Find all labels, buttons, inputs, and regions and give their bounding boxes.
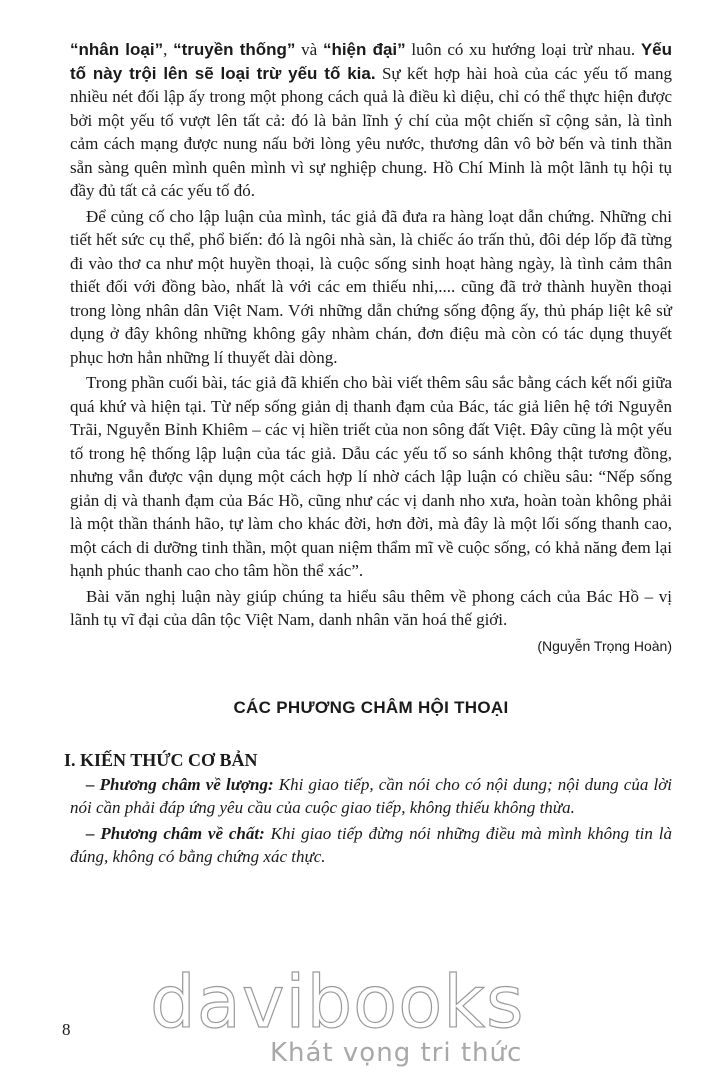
- paragraph-1: [70, 38, 672, 203]
- principle-quality: [70, 822, 672, 869]
- watermark-slogan: Khát vọng tri thức: [270, 1038, 523, 1068]
- quoted-term: “truyền thống”: [173, 40, 296, 59]
- text: và: [295, 40, 323, 59]
- principle-label: – Phương châm về chất:: [86, 823, 265, 843]
- principle-text: Khi giao tiếp, cần nói cho có nội dung; nội dung của lời nói cần phải đáp ứng yêu cầu của cuộc giao tiếp, không thiếu không thừa.: [70, 774, 672, 817]
- paragraph-3: Trong phần cuối bài, tác giả đã khiến cho bài viết thêm sâu sắc bằng cách kết nối giữa quá khứ và hiện tại. Từ nếp sống giản dị thanh đạm của Bác, tác giả liên hệ tới Nguyễn Trãi, Nguyễn Bỉnh Khiêm – các vị hiền triết của non sông đất Việt. Đây cũng là một yếu tố trong hệ thống lập luận của tác giả. Dẫu các yếu tố so sánh không thật tương đồng, nhưng vẫn được vận dụng một cách hợp lí nhờ cách lập luận có chiều sâu: “Nếp sống giản dị và thanh đạm của Bác Hồ, cũng như các vị danh nho xưa, hoàn toàn không phải là một thần thánh hão, tự làm cho khác đời, hơn đời, mà đây là một lối sống thanh cao, một cách di dưỡng tinh thần, một quan niệm thẩm mĩ về cuộc sống, có khả năng đem lại hạnh phúc thanh cao cho tâm hồn thể xác”.: [70, 373, 672, 580]
- principle-quantity: [70, 773, 672, 820]
- text: luôn có xu hướng loại trừ nhau.: [405, 40, 641, 59]
- chapter-heading: CÁC PHƯƠNG CHÂM HỘI THOẠI: [233, 697, 509, 717]
- quoted-term: “nhân loại”: [70, 40, 164, 59]
- quoted-term: “hiện đại”: [322, 40, 406, 59]
- author-attribution: (Nguyễn Trọng Hoàn): [537, 637, 672, 654]
- text: ,: [163, 40, 174, 59]
- paragraph-4: Bài văn nghị luận này giúp chúng ta hiểu sâu thêm về phong cách của Bác Hồ – vị lãnh tụ vĩ đại của dân tộc Việt Nam, danh nhân văn hoá thế giới.: [70, 586, 672, 629]
- page-content: [64, 38, 673, 869]
- text: Sự kết hợp hài hoà của các yếu tố mang nhiều nét đối lập ấy trong một phong cách quả là điều kì diệu, chỉ có thể thực hiện được bởi một yếu tố vượt lên tất cả: đó là bản lĩnh ý chí của một chiến sĩ cộng sản, là tình cảm cách mạng được nung nấu bởi lòng yêu nước, thương dân vô bờ bến và tinh thần sẵn sàng quên mình quên mình vì sự nghiệp chung. Hồ Chí Minh là một lãnh tụ hội tụ đầy đủ tất cả các yếu tố đó.: [70, 63, 672, 200]
- bold-sentence: Yếu tố này trội lên sẽ loại trừ yếu tố kia.: [70, 40, 673, 83]
- watermark-brand: davibooks: [150, 960, 525, 1044]
- principle-text: Khi giao tiếp đừng nói những điều mà mình không tin là đúng, không có bằng chứng xác thực.: [70, 823, 672, 866]
- page-number: 8: [62, 1020, 71, 1039]
- principle-label: – Phương châm về lượng:: [86, 774, 274, 794]
- paragraph-2: Để củng cố cho lập luận của mình, tác giả đã đưa ra hàng loạt dẫn chứng. Những chi tiết hết sức cụ thể, phổ biến: đó là ngôi nhà sàn, là chiếc áo trấn thủ, đôi dép lốp đã từng đi vào thơ ca như một huyền thoại, là cuộc sống sinh hoạt hàng ngày, là tình cảm thân thiết đối với đồng bào, nhất là với các em thiếu nhi,.... cũng đã trở thành huyền thoại trong lòng nhân dân Việt Nam. Với những dẫn chứng sống động ấy, thủ pháp liệt kê sử dụng ở đây không những không gây nhàm chán, đơn điệu mà còn có tác dụng thuyết phục hơn hẳn những lí thuyết dài dòng.: [70, 206, 672, 367]
- section-heading: I. KIẾN THỨC CƠ BẢN: [64, 749, 258, 770]
